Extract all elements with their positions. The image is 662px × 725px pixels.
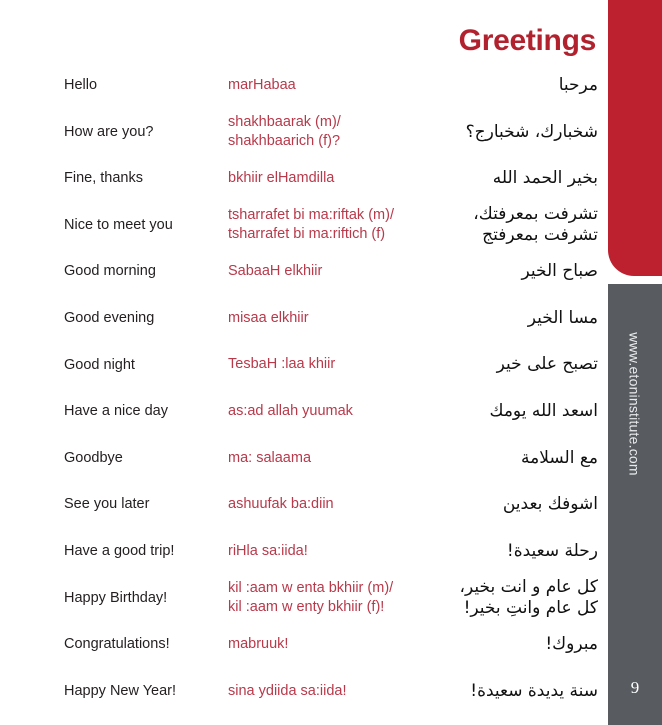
english-phrase: See you later [64, 496, 150, 513]
arabic-phrase [440, 354, 598, 375]
website-url-label: www.etoninstitute.com [627, 332, 644, 476]
table-row [0, 155, 608, 202]
arabic-line-1: مسا الخير [527, 307, 598, 328]
english-phrase: Goodbye [64, 449, 123, 466]
english-phrase: Happy New Year! [64, 682, 177, 699]
website-url-vertical[interactable] [608, 300, 662, 600]
transliteration-phrase [228, 449, 450, 468]
arabic-line-1: تصبح على خير [496, 354, 598, 375]
arabic-line-1: صباح الخير [521, 261, 598, 282]
arabic-line-1: اشوفك بعدين [502, 494, 598, 515]
transliteration-line-1: SabaaH elkhiir [228, 263, 323, 280]
arabic-line-1: مرحبا [558, 74, 598, 95]
english-phrase: Good morning [64, 263, 156, 280]
arabic-phrase [440, 494, 598, 515]
transliteration-line-1: as:ad allah yuumak [228, 403, 353, 420]
english-phrase: Congratulations! [64, 636, 170, 653]
table-row [0, 668, 608, 715]
transliteration-line-1: bkhiir elHamdilla [228, 170, 335, 187]
transliteration-phrase [228, 579, 450, 617]
arabic-phrase [440, 634, 598, 655]
transliteration-phrase [228, 113, 450, 151]
transliteration-line-2: tsharrafet bi ma:riftich (f) [228, 226, 386, 243]
page-title: Greetings [458, 24, 596, 57]
transliteration-line-1: sina ydiida sa:iida! [228, 682, 347, 699]
transliteration-phrase [228, 206, 450, 244]
english-phrase: Good evening [64, 309, 155, 326]
arabic-line-1: كل عام و انت بخير، [459, 577, 598, 598]
english-phrase: Fine, thanks [64, 170, 143, 187]
table-row [0, 435, 608, 482]
transliteration-phrase [228, 682, 450, 701]
arabic-line-1: شخبارك، شخبارج؟ [465, 121, 598, 142]
transliteration-line-2: kil :aam w enty bkhiir (f)! [228, 598, 385, 615]
transliteration-line-1: mabruuk! [228, 636, 289, 652]
arabic-phrase [440, 122, 598, 143]
english-phrase: Nice to meet you [64, 216, 173, 233]
arabic-phrase [440, 541, 598, 562]
transliteration-line-1: tsharrafet bi ma:riftak (m)/ [228, 207, 394, 224]
table-row [0, 109, 608, 156]
phrase-table [0, 62, 608, 714]
english-phrase: How are you? [64, 123, 154, 140]
transliteration-line-1: kil :aam w enta bkhiir (m)/ [228, 579, 394, 596]
transliteration-phrase [228, 542, 450, 561]
transliteration-phrase [228, 495, 450, 514]
transliteration-phrase [228, 262, 450, 281]
arabic-line-1: رحلة سعيدة! [506, 540, 598, 561]
table-row [0, 342, 608, 389]
transliteration-phrase [228, 309, 450, 328]
english-phrase: Good night [64, 356, 135, 373]
arabic-phrase [440, 204, 598, 245]
transliteration-line-1: riHla sa:iida! [228, 542, 308, 559]
page-number: 9 [630, 678, 640, 697]
table-row [0, 575, 608, 622]
arabic-line-1: سنة يديدة سعيدة! [470, 680, 598, 701]
english-phrase: Have a good trip! [64, 542, 175, 559]
transliteration-phrase [228, 76, 450, 95]
transliteration-phrase [228, 402, 450, 421]
transliteration-line-2: shakhbaarich (f)? [228, 132, 341, 149]
transliteration-phrase [228, 169, 450, 188]
arabic-line-1: اسعد الله يومك [489, 401, 598, 422]
english-phrase: Hello [64, 77, 98, 94]
arabic-line-2: كل عام وانتِ بخير! [463, 597, 598, 618]
arabic-line-2: تشرفت بمعرفتج [482, 225, 598, 246]
table-row [0, 388, 608, 435]
transliteration-phrase [228, 635, 450, 654]
table-row [0, 248, 608, 295]
english-phrase: Have a nice day [64, 403, 168, 420]
arabic-line-1: تشرفت بمعرفتك، [473, 204, 598, 225]
red-rail-panel [608, 0, 662, 276]
transliteration-line-1: ma: salaama [228, 449, 312, 466]
table-row [0, 528, 608, 575]
table-row [0, 295, 608, 342]
arabic-phrase [440, 168, 598, 189]
transliteration-line-1: TesbaH :laa khiir [228, 356, 336, 373]
arabic-phrase [440, 448, 598, 469]
arabic-phrase [440, 401, 598, 422]
transliteration-line-1: misaa elkhiir [228, 309, 309, 326]
arabic-line-1: مبروك! [545, 634, 598, 655]
arabic-line-1: مع السلامة [521, 447, 598, 468]
transliteration-line-1: ashuufak ba:diin [228, 496, 334, 513]
transliteration-line-1: shakhbaarak (m)/ [228, 114, 341, 131]
table-row [0, 621, 608, 668]
arabic-line-1: بخير الحمد الله [492, 168, 598, 189]
table-row [0, 481, 608, 528]
arabic-phrase [440, 577, 598, 618]
table-row [0, 62, 608, 109]
arabic-phrase [440, 261, 598, 282]
arabic-phrase [440, 681, 598, 702]
arabic-phrase [440, 308, 598, 329]
table-row [0, 202, 608, 249]
arabic-phrase [440, 75, 598, 96]
transliteration-line-1: marHabaa [228, 76, 296, 93]
transliteration-phrase [228, 355, 450, 374]
english-phrase: Happy Birthday! [64, 589, 168, 606]
